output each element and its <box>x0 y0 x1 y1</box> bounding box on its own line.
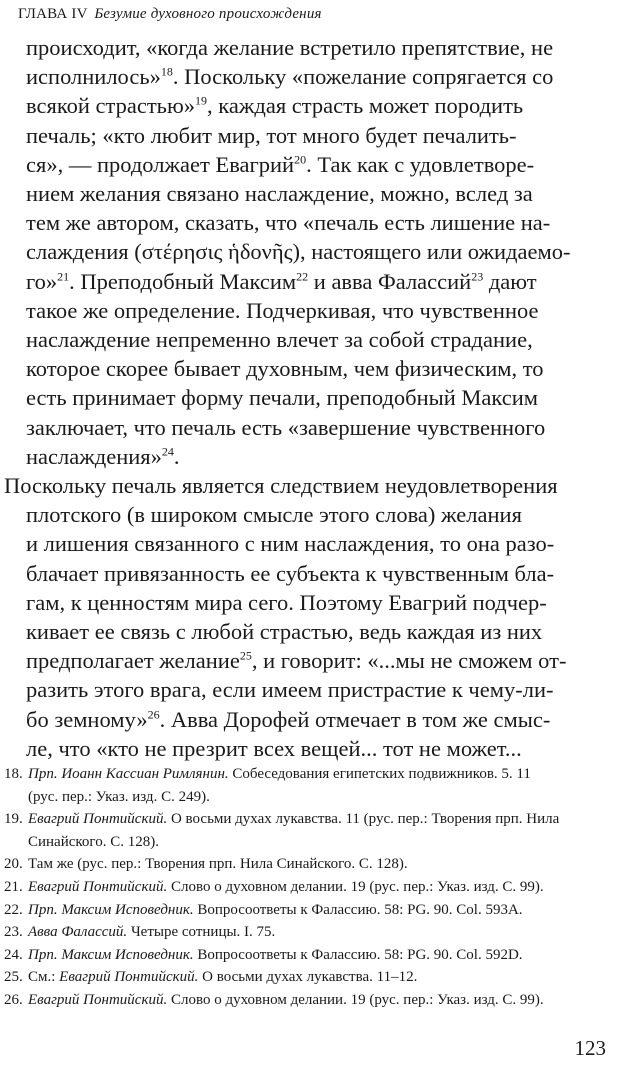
footnote <box>4 899 608 922</box>
footnote-text: Вопросоответы к Фалассию. 58: PG. 90. Col. 592D. <box>193 946 523 963</box>
line-text: кивает ее связь с любой страстью, ведь каждая из них <box>26 619 543 645</box>
line-text: заключает, что печаль есть «завершение чувственного <box>26 414 546 440</box>
footnote-row-continued: Синайского. С. 128). <box>28 833 159 850</box>
footnote-author: Евагрий Понтийский. <box>28 811 168 828</box>
footnote-text: См.: <box>28 969 60 986</box>
footnote-text: О восьми духах лукавства. 11 (рус. пер.: Творения прп. Нила <box>167 811 560 828</box>
footnote-text: Вопросоответы к Фалассию. 58: PG. 90. Col. 593A. <box>193 901 523 918</box>
text-line <box>26 413 606 442</box>
line-text: которое скорее бывает духовным, чем физическим, то <box>26 356 544 382</box>
footnote-ref: 21 <box>57 269 70 284</box>
footnote-author: Прп. Максим Исповедник. <box>28 901 194 918</box>
footnote-number: 26. <box>4 991 23 1008</box>
book-page <box>0 6 620 1080</box>
line-text: тем же автором, сказать, что «печаль есть лишение на- <box>26 210 551 236</box>
line-text: гам, к ценностям мира сего. Поэтому Евагрий подчер- <box>26 589 547 615</box>
text-line <box>4 588 606 617</box>
line-text: печаль; «кто любит мир, тот много будет печалить- <box>26 122 517 148</box>
footnote-text: Слово о духовном делании. 19 (рус. пер.: Указ. изд. С. 99). <box>167 878 544 895</box>
line-text: бо земному» <box>26 706 148 732</box>
footnote-ref: 24 <box>161 444 174 459</box>
text-line <box>26 383 606 412</box>
line-text: ся», — продолжает Евагрий <box>26 151 295 177</box>
footnote-row <box>4 921 608 944</box>
footnote <box>4 921 608 944</box>
footnote-ref: 18 <box>160 64 173 79</box>
footnote <box>4 853 608 876</box>
text-line <box>26 325 606 354</box>
text-line <box>26 91 606 120</box>
line-text: ле, что «кто не презрит всех вещей... тот не может... <box>26 735 522 761</box>
footnote-number: 23. <box>4 924 23 941</box>
footnote-ref: 23 <box>471 269 484 284</box>
footnote-number: 22. <box>4 901 23 918</box>
footnote-row <box>4 966 608 989</box>
text-line <box>26 267 606 296</box>
footnote-number: 25. <box>4 969 23 986</box>
footnote <box>4 808 608 853</box>
footnote-row-continued: (рус. пер.: Указ. изд. С. 249). <box>28 788 210 805</box>
paragraph-continued <box>4 33 606 471</box>
line-text: нием желания связано наслаждение, можно, вслед за <box>26 181 533 207</box>
running-head <box>18 6 606 28</box>
footnote-author: Прп. Иоанн Кассиан Римлянин. <box>28 766 229 782</box>
line-text: и лишения связанного с ним наслаждения, то она разо- <box>26 531 555 557</box>
line-text: наслаждения» <box>26 443 162 469</box>
footnote-ref: 25 <box>239 648 252 663</box>
line-text: . Авва Дорофей отмечает в том же смыс- <box>159 706 551 732</box>
line-text: разить этого врага, если имеем пристрастие к чему-ли- <box>26 677 554 703</box>
line-text: такое же определение. Подчеркивая, что чувственное <box>26 297 539 323</box>
text-line <box>4 734 606 763</box>
footnote-ref: 26 <box>147 707 160 722</box>
footnote-row <box>4 808 608 831</box>
footnote-author: Евагрий Понтийский. <box>59 969 199 986</box>
footnote-number: 18. <box>4 766 23 782</box>
text-line <box>4 471 606 500</box>
footnote-text: Четыре сотницы. I. 75. <box>127 924 276 941</box>
line-text: . Поскольку «пожелание сопрягается со <box>172 64 554 90</box>
footnote-row <box>4 989 608 1012</box>
footnote-author: Авва Фалассий. <box>28 924 128 941</box>
text-line <box>26 237 606 266</box>
footnote <box>4 989 608 1012</box>
footnote <box>4 944 608 967</box>
footnote-row <box>4 876 608 899</box>
line-text: блачает привязанность ее субъекта к чувственным бла- <box>26 560 555 586</box>
line-text: Поскольку печаль является следствием неудовлетворения <box>4 473 558 499</box>
text-line <box>4 675 606 704</box>
text-line <box>26 442 606 471</box>
text-line <box>4 646 606 675</box>
line-text: го» <box>26 268 58 294</box>
footnote <box>4 763 608 808</box>
footnote-text: Собеседования египетских подвижников. 5. 11 <box>228 766 531 782</box>
line-text: , и говорит: «...мы не сможем от- <box>251 648 567 674</box>
line-text: . Преподобный Максим <box>69 268 297 294</box>
footnote-number: 19. <box>4 811 23 828</box>
text-line <box>26 33 606 62</box>
footnote-ref: 20 <box>294 152 307 167</box>
line-text: плотского (в широком смысле этого слова) желания <box>26 502 522 528</box>
footnote-author: Евагрий Понтийский. <box>28 991 168 1008</box>
footnote-number: 20. <box>4 856 23 873</box>
text-line <box>26 121 606 150</box>
text-line <box>26 62 606 91</box>
footnote-ref: 19 <box>195 93 208 108</box>
text-line <box>26 179 606 208</box>
line-text: слаждения (στέρησις ἡδονῆς), настоящего или ожидаемо- <box>26 239 571 265</box>
footnote-author: Евагрий Понтийский. <box>28 878 168 895</box>
line-text: , каждая страсть может породить <box>207 93 524 119</box>
line-text: есть принимает форму печали, преподобный Максим <box>26 385 539 411</box>
footnote-row <box>4 899 608 922</box>
footnote-author: Прп. Максим Исповедник. <box>28 946 194 963</box>
text-line <box>26 296 606 325</box>
footnote-number: 24. <box>4 946 23 963</box>
line-text: и авва Фалассий <box>308 268 472 294</box>
footnote <box>4 966 608 989</box>
line-text: дают <box>483 268 537 294</box>
text-line <box>4 617 606 646</box>
footnote-row <box>4 763 608 786</box>
chapter-subtitle: Безумие духовного происхождения <box>94 6 322 22</box>
text-line <box>4 559 606 588</box>
footnotes <box>4 763 608 1012</box>
footnote <box>4 876 608 899</box>
page-number: 123 <box>574 1036 606 1060</box>
footnote-text: О восьми духах лукавства. 11–12. <box>198 969 418 986</box>
line-text: предполагает желание <box>26 648 240 674</box>
text-line <box>4 500 606 529</box>
text-line <box>26 354 606 383</box>
line-text: всякой страстью» <box>26 93 196 119</box>
footnote-row <box>4 944 608 967</box>
line-text: . Так как с удовлетворе- <box>306 151 535 177</box>
main-text <box>4 33 606 763</box>
line-text: . <box>173 443 180 469</box>
chapter-label: ГЛАВА IV <box>18 6 88 22</box>
footnote-ref: 22 <box>296 269 309 284</box>
footnote-row <box>4 853 608 876</box>
text-line <box>26 208 606 237</box>
text-line <box>4 529 606 558</box>
footnote-number: 21. <box>4 878 23 895</box>
footnote-text: Слово о духовном делании. 19 (рус. пер.: Указ. изд. С. 99). <box>167 991 544 1008</box>
footnote-text: Там же (рус. пер.: Творения прп. Нила Синайского. С. 128). <box>28 856 408 873</box>
paragraph-new <box>4 471 606 763</box>
text-line <box>4 705 606 734</box>
text-line <box>26 150 606 179</box>
line-text: наслаждение непременно влечет за собой страдание, <box>26 327 533 353</box>
line-text: происходит, «когда желание встретило препятствие, не <box>26 35 554 60</box>
line-text: исполнилось» <box>26 64 161 90</box>
